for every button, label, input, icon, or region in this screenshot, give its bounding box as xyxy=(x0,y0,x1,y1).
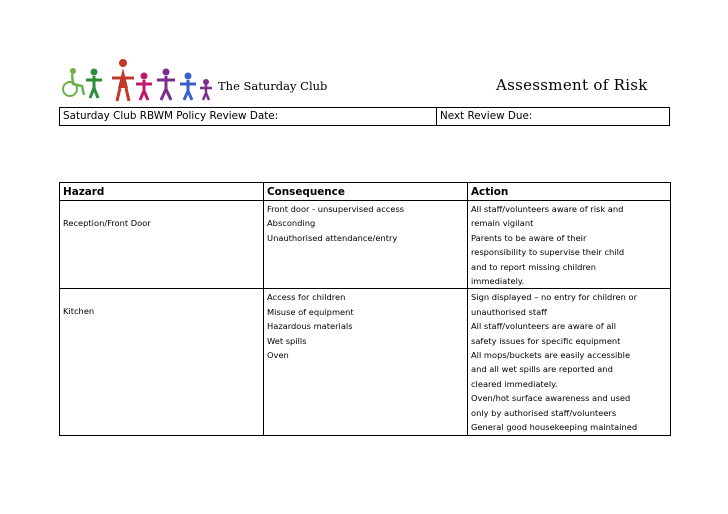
action-cell xyxy=(468,201,671,289)
risk-assessment-table xyxy=(59,182,671,436)
action-line: immediately. xyxy=(471,276,525,287)
table-row xyxy=(60,201,671,289)
review-date-bar xyxy=(59,107,670,126)
hazard-text: Kitchen xyxy=(63,306,95,317)
consequence-line: Wet spills xyxy=(267,335,307,346)
table-header-row xyxy=(60,183,671,201)
header-consequence: Consequence xyxy=(264,183,468,201)
consequence-line: Oven xyxy=(267,350,289,361)
action-line: Oven/hot surface awareness and used xyxy=(471,393,631,404)
action-line: responsibility to supervise their child xyxy=(471,247,625,258)
hazard-text: Reception/Front Door xyxy=(63,218,151,228)
consequence-cell xyxy=(264,201,468,289)
hazard-cell xyxy=(60,289,264,435)
header-hazard: Hazard xyxy=(60,183,264,201)
action-line: cleared immediately. xyxy=(471,378,558,389)
consequence-line: Misuse of equipment xyxy=(267,306,354,317)
action-line: All mops/buckets are easily accessible xyxy=(471,350,631,361)
document-title: Assessment of Risk xyxy=(496,76,648,94)
consequence-line: Front door - unsupervised access xyxy=(267,204,405,214)
action-line: only by authorised staff/volunteers xyxy=(471,407,617,418)
action-line: All staff/volunteers are aware of all xyxy=(471,321,617,332)
action-cell xyxy=(468,289,671,435)
action-line: All staff/volunteers aware of risk and xyxy=(471,204,624,214)
action-line: Parents to be aware of their xyxy=(471,232,587,243)
consequence-line: Access for children xyxy=(267,292,346,303)
club-name: The Saturday Club xyxy=(218,79,328,93)
consequence-line: Unauthorised attendance/entry xyxy=(267,232,398,243)
consequence-line: Hazardous materials xyxy=(267,321,353,332)
action-line: Sign displayed – no entry for children or xyxy=(471,292,637,303)
header-action: Action xyxy=(468,183,671,201)
action-line: unauthorised staff xyxy=(471,306,547,317)
action-line: General good housekeeping maintained xyxy=(471,422,638,433)
action-line: safety issues for specific equipment xyxy=(471,335,621,346)
policy-review-date-field: Saturday Club RBWM Policy Review Date: xyxy=(60,108,437,125)
action-line: and all wet spills are reported and xyxy=(471,364,613,375)
hazard-cell xyxy=(60,201,264,289)
consequence-line: Absconding xyxy=(267,218,316,229)
action-line: remain vigilant xyxy=(471,218,534,229)
consequence-cell xyxy=(264,289,468,435)
action-line: and to report missing children xyxy=(471,261,596,272)
next-review-due-field: Next Review Due: xyxy=(440,110,533,122)
table-row xyxy=(60,289,671,435)
family-silhouettes-logo xyxy=(60,58,215,102)
